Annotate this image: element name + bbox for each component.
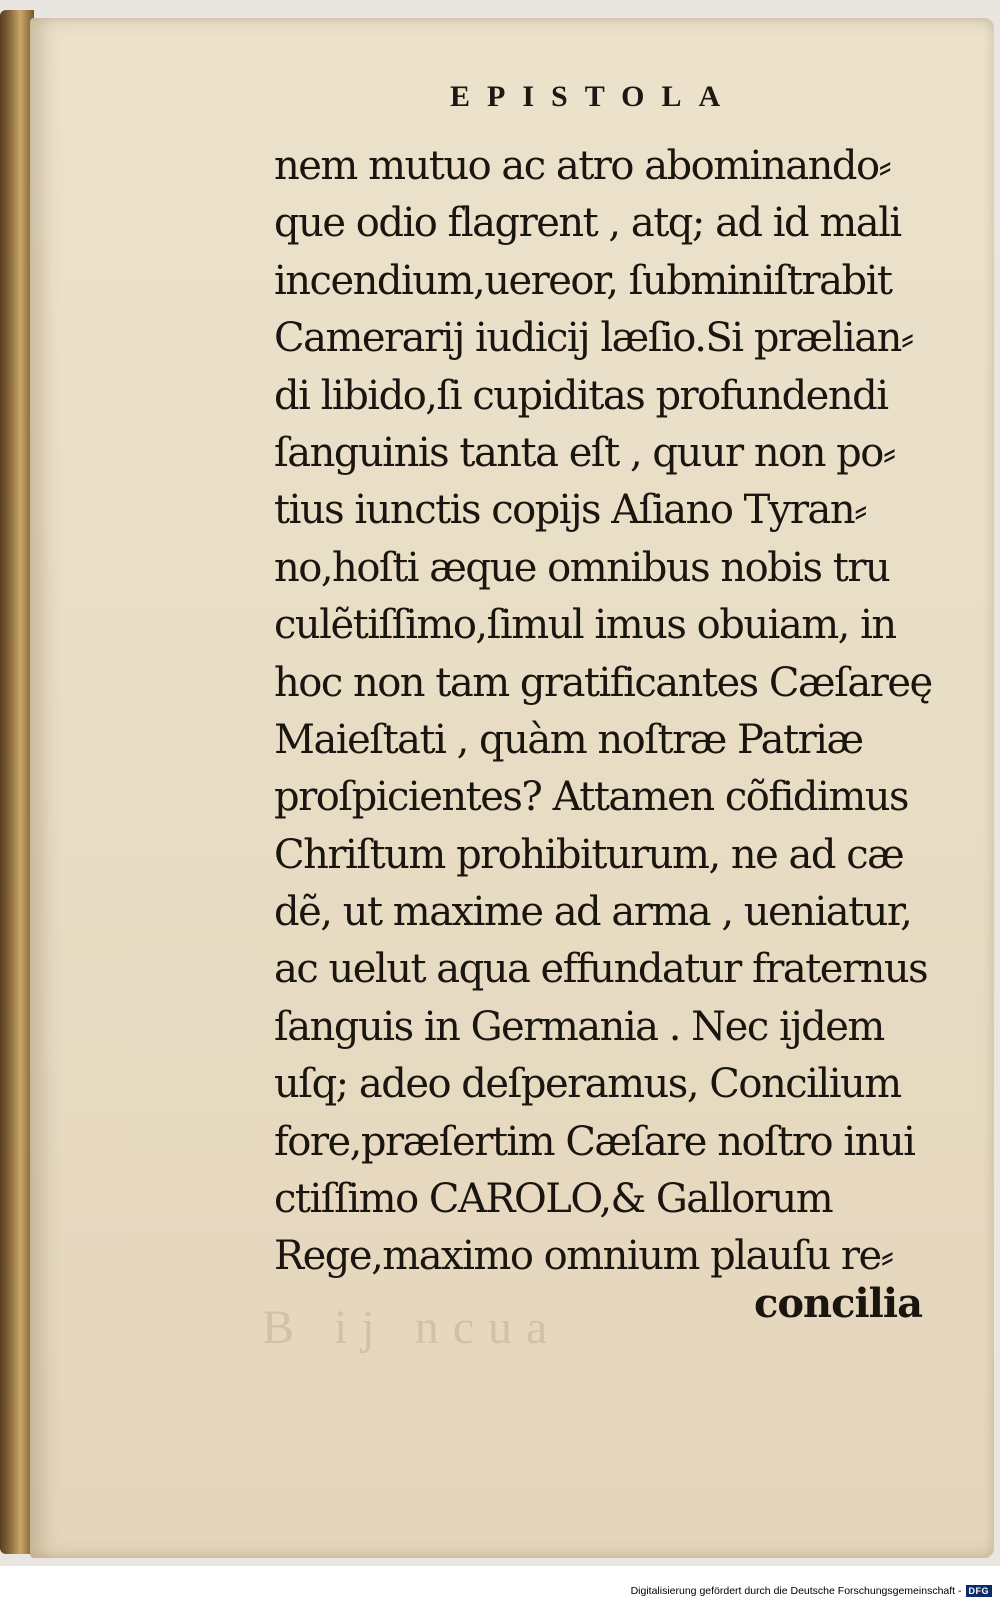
text-block xyxy=(274,138,974,1286)
text-line: culẽtiſſimo,ſimul imus obuiam, in xyxy=(274,602,896,649)
text-line: hoc non tam gratificantes Cæſareę xyxy=(274,659,932,706)
credit-text: Digitalisierung gefördert durch die Deutsche Forschungsgemeinschaft - xyxy=(630,1585,962,1597)
text-line: Chriſtum prohibiturum, ne ad cæ xyxy=(274,831,904,878)
show-through-text: B ij ncua xyxy=(262,1301,562,1354)
text-line: nem mutuo ac atro abominando⸗ xyxy=(274,143,891,189)
text-line: fore,præſertim Cæſare noſtro inui xyxy=(274,1118,915,1165)
text-line: incendium,uereor, ſubminiſtrabit xyxy=(274,257,892,304)
text-line: ſanguis in Germania . Nec ijdem xyxy=(274,1003,884,1050)
dfg-logo-icon: DFG xyxy=(966,1585,993,1597)
book-page xyxy=(30,18,994,1558)
book-edge xyxy=(0,10,34,1554)
text-line: proſpicientes? Attamen cõfidimus xyxy=(274,774,909,821)
text-line: Maieſtati , quàm noſtræ Patriæ xyxy=(274,716,863,763)
digitization-credit xyxy=(631,1585,992,1597)
text-line: dẽ, ut maxime ad arma , ueniatur, xyxy=(274,889,912,936)
text-line: uſq; adeo deſperamus, Concilium xyxy=(274,1061,901,1108)
catchword: concilia xyxy=(754,1280,922,1327)
text-line: no,hoſti æque omnibus nobis tru xyxy=(274,544,890,591)
text-line: Rege,maximo omnium plauſu re⸗ xyxy=(274,1233,893,1280)
text-line: que odio flagrent , atq; ad id mali xyxy=(274,200,901,247)
text-line: tius iunctis copijs Aſiano Tyran⸗ xyxy=(274,487,866,534)
text-line: ac uelut aqua effundatur fraternus xyxy=(274,946,928,993)
text-line: Camerarij iudicij læſio.Si prælian⸗ xyxy=(274,315,913,362)
text-line: ctiſſimo CAROLO,& Gallorum xyxy=(274,1176,833,1223)
text-line: di libido,ſi cupiditas profundendi xyxy=(274,372,888,419)
running-head: EPISTOLA xyxy=(450,80,738,113)
text-line: ſanguinis tanta eſt , quur non po⸗ xyxy=(274,429,895,476)
